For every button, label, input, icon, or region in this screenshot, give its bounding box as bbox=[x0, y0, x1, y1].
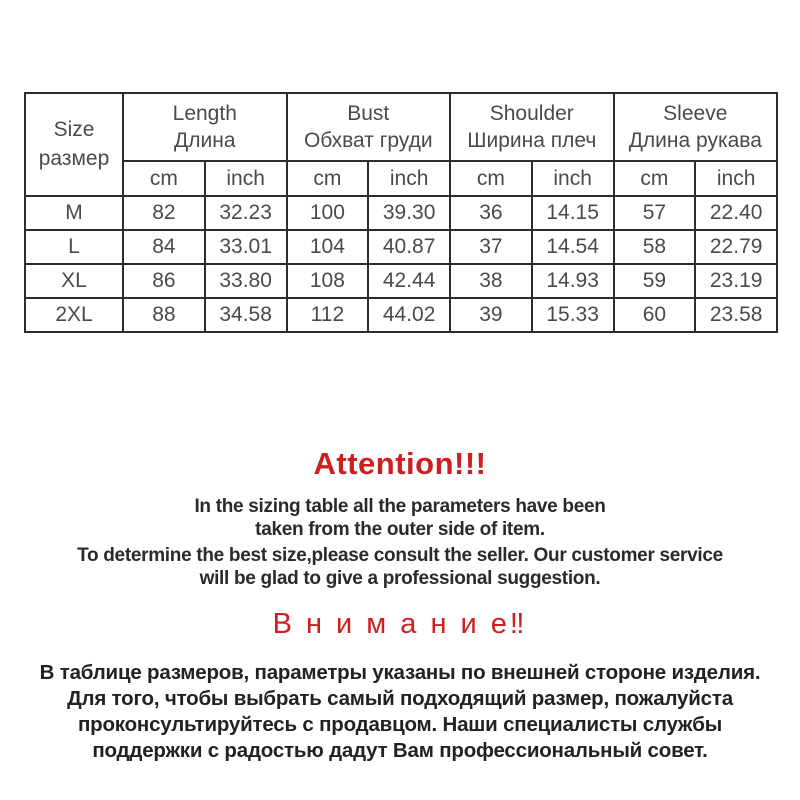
cell-value: 23.19 bbox=[695, 264, 777, 298]
cell-value: 38 bbox=[450, 264, 532, 298]
cell-value: 42.44 bbox=[368, 264, 450, 298]
unit-cm-label: cm bbox=[287, 161, 369, 196]
unit-inch-label: inch bbox=[532, 161, 614, 196]
size-header-ru: размер bbox=[38, 146, 110, 170]
cell-value: 58 bbox=[614, 230, 696, 264]
paragraph-line: will be glad to give a professional suggestion. bbox=[199, 568, 601, 589]
size-chart-table bbox=[24, 92, 778, 333]
length-header-en: Length bbox=[172, 101, 237, 125]
table-row-2xl bbox=[25, 298, 777, 332]
length-header-ru: Длина bbox=[174, 129, 236, 152]
bust-header-ru: Обхват груди bbox=[303, 129, 433, 152]
cell-value: 33.80 bbox=[205, 264, 287, 298]
cell-value: 86 bbox=[123, 264, 205, 298]
cell-value: 82 bbox=[123, 196, 205, 230]
bust-column-header bbox=[287, 93, 451, 161]
cell-value: 88 bbox=[123, 298, 205, 332]
cell-value: 33.01 bbox=[205, 230, 287, 264]
cell-value: 104 bbox=[287, 230, 369, 264]
cell-value: 14.54 bbox=[532, 230, 614, 264]
unit-cm-label: cm bbox=[614, 161, 696, 196]
size-column-header bbox=[25, 93, 123, 196]
unit-cm-label: cm bbox=[450, 161, 532, 196]
cell-value: 112 bbox=[287, 298, 369, 332]
cell-value: 60 bbox=[614, 298, 696, 332]
vnimanie-heading: В н и м а н и е‼ bbox=[272, 608, 528, 640]
vnimanie-paragraph bbox=[0, 660, 800, 764]
paragraph-line: Для того, чтобы выбрать самый подходящий размер, пожалуйста bbox=[67, 687, 733, 710]
paragraph-line: проконсультируйтесь с продавцом. Наши специалисты службы bbox=[77, 713, 723, 736]
cell-value: 22.79 bbox=[695, 230, 777, 264]
paragraph-line: To determine the best size,please consult the seller. Our customer service bbox=[77, 545, 723, 566]
cell-value: 15.33 bbox=[532, 298, 614, 332]
attention-heading: Attention!!! bbox=[313, 446, 487, 481]
size-label: 2XL bbox=[25, 298, 123, 332]
cell-value: 59 bbox=[614, 264, 696, 298]
unit-cm-label: cm bbox=[123, 161, 205, 196]
cell-value: 32.23 bbox=[205, 196, 287, 230]
sleeve-header-en: Sleeve bbox=[663, 101, 728, 125]
cell-value: 39 bbox=[450, 298, 532, 332]
cell-value: 14.15 bbox=[532, 196, 614, 230]
shoulder-header-ru: Ширина плеч bbox=[467, 129, 597, 152]
cell-value: 36 bbox=[450, 196, 532, 230]
paragraph-line: поддержки с радостью дадут Вам профессиональный совет. bbox=[92, 739, 708, 762]
size-header-en: Size bbox=[53, 118, 95, 142]
cell-value: 14.93 bbox=[532, 264, 614, 298]
paragraph-line: В таблице размеров, параметры указаны по внешней стороне изделия. bbox=[39, 661, 761, 684]
unit-inch-label: inch bbox=[368, 161, 450, 196]
sleeve-header-ru: Длина рукава bbox=[628, 129, 762, 152]
shoulder-column-header bbox=[450, 93, 614, 161]
size-label: L bbox=[25, 230, 123, 264]
sleeve-column-header bbox=[614, 93, 778, 161]
cell-value: 22.40 bbox=[695, 196, 777, 230]
unit-inch-label: inch bbox=[695, 161, 777, 196]
cell-value: 57 bbox=[614, 196, 696, 230]
length-column-header bbox=[123, 93, 287, 161]
unit-inch-label: inch bbox=[205, 161, 287, 196]
cell-value: 44.02 bbox=[368, 298, 450, 332]
table-row-l bbox=[25, 230, 777, 264]
cell-value: 37 bbox=[450, 230, 532, 264]
attention-paragraph-2 bbox=[0, 544, 800, 590]
size-label: XL bbox=[25, 264, 123, 298]
paragraph-line: In the sizing table all the parameters have been bbox=[194, 496, 606, 517]
cell-value: 84 bbox=[123, 230, 205, 264]
paragraph-line: taken from the outer side of item. bbox=[255, 519, 545, 540]
cell-value: 40.87 bbox=[368, 230, 450, 264]
cell-value: 23.58 bbox=[695, 298, 777, 332]
cell-value: 39.30 bbox=[368, 196, 450, 230]
table-row-xl bbox=[25, 264, 777, 298]
shoulder-header-en: Shoulder bbox=[489, 101, 574, 125]
attention-paragraph-1 bbox=[0, 495, 800, 541]
table-row-m bbox=[25, 196, 777, 230]
cell-value: 100 bbox=[287, 196, 369, 230]
cell-value: 108 bbox=[287, 264, 369, 298]
cell-value: 34.58 bbox=[205, 298, 287, 332]
bust-header-en: Bust bbox=[347, 101, 390, 125]
size-label: M bbox=[25, 196, 123, 230]
